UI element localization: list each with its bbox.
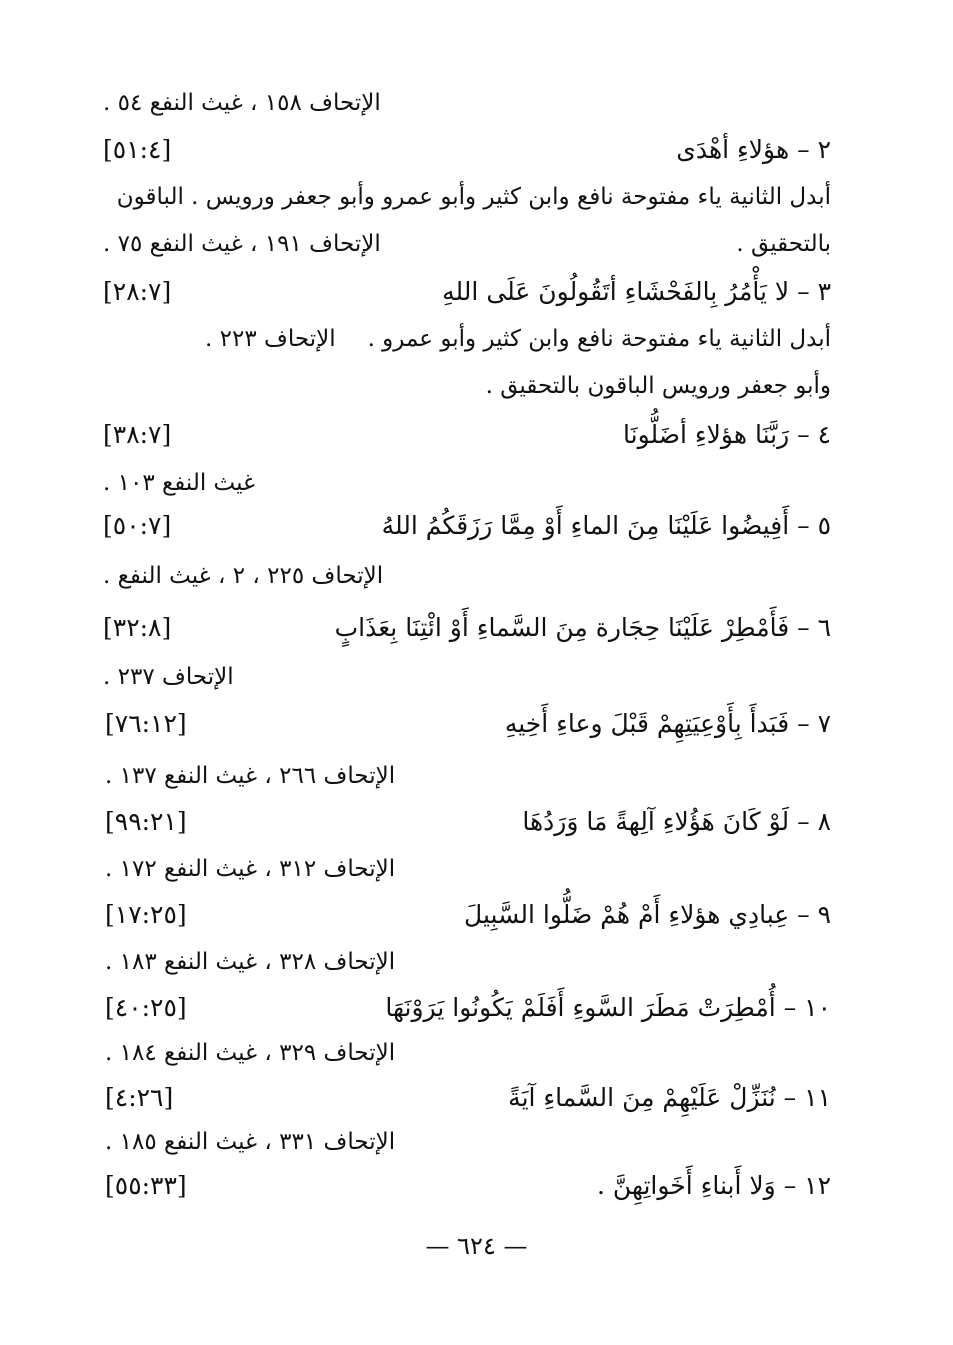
- verse-text: ١١ – نُنَزِّلْ عَلَيْهِمْ مِنَ السَّماءِ آيَةً: [508, 1083, 831, 1112]
- verse-text: ٨ – لَوْ كَانَ هَؤُلاءِ آلِهةً مَا وَرَدُهَا: [522, 807, 831, 836]
- verse-reference: [٤:٢٦]: [105, 1083, 174, 1112]
- text-line: [95, 755, 831, 797]
- text-line: [95, 176, 831, 218]
- text-line: [95, 941, 831, 983]
- verse-reference: [٣٨:٧]: [103, 420, 172, 449]
- verse-reference: [٢٨:٧]: [103, 277, 172, 306]
- verse-line: [95, 129, 831, 171]
- commentary-text: بالتحقيق .: [736, 231, 831, 257]
- verse-reference: [٩٩:٢١]: [105, 807, 187, 836]
- text-line: [95, 82, 831, 124]
- text-line: [95, 462, 831, 504]
- text-line: [95, 365, 831, 407]
- reference-note: الإتحاف ٣٣١ ، غيث النفع ١٨٥ .: [105, 1129, 396, 1155]
- reference-note: الإتحاف ٣١٢ ، غيث النفع ١٧٢ .: [105, 856, 396, 882]
- verse-text: ١٠ – أُمْطِرَتْ مَطَرَ السَّوءِ أَفَلَمْ يَكُونُوا يَرَوْنَهَا: [385, 993, 831, 1022]
- verse-text: ٤ – رَبَّنَا هؤلاءِ أضَلُّونَا: [623, 420, 831, 449]
- verse-line: [95, 607, 831, 649]
- verse-line: [95, 703, 831, 745]
- reference-note: الإتحاف ٢٦٦ ، غيث النفع ١٣٧ .: [105, 763, 396, 789]
- verse-line: [95, 271, 831, 313]
- text-line: [95, 555, 831, 597]
- verse-line: [95, 414, 831, 456]
- reference-note: الإتحاف ٣٢٨ ، غيث النفع ١٨٣ .: [105, 949, 396, 975]
- verse-reference: [٧٦:١٢]: [105, 709, 187, 738]
- verse-text: ٦ – فَأَمْطِرْ عَلَيْنَا حِجَارة مِنَ السَّماءِ أَوْ ائْتِنَا بِعَذَابٍ: [334, 613, 831, 642]
- verse-reference: [٥٠:٧]: [103, 511, 172, 540]
- verse-text: ٣ – لا يَأْمُرُ بِالفَحْشَاءِ أتَقُولُونَ عَلَى اللهِ: [442, 277, 831, 306]
- text-line: [95, 848, 831, 890]
- verse-reference: [٣٢:٨]: [103, 613, 172, 642]
- verse-line: [95, 505, 831, 547]
- commentary-text: وأبو جعفر ورويس الباقون بالتحقيق .: [485, 373, 831, 399]
- commentary-text: أبدل الثانية ياء مفتوحة نافع وابن كثير وأبو عمرو .: [367, 326, 831, 352]
- text-line: [95, 1032, 831, 1074]
- verse-text: ٧ – فَبَدأَ بِأَوْعِيَتِهِمْ قَبْلَ وعاءِ أَخِيهِ: [504, 709, 831, 738]
- verse-line: [95, 801, 831, 843]
- verse-line: [95, 894, 831, 936]
- verse-text: ٩ – عِبادِي هؤلاءِ أَمْ هُمْ ضَلُّوا السَّبِيلَ: [464, 900, 831, 929]
- verse-text: ٢ – هؤلاءِ أهْدَى: [676, 135, 831, 164]
- verse-line: [95, 1165, 831, 1207]
- text-line: [95, 223, 831, 265]
- reference-note: الإتحاف ٢٣٧ .: [103, 664, 234, 690]
- verse-reference: [٤٠:٢٥]: [105, 993, 187, 1022]
- commentary-text: أبدل الثانية ياء مفتوحة نافع وابن كثير وأبو عمرو وأبو جعفر ورويس . الباقون: [116, 184, 831, 210]
- reference-note: الإتحاف ١٥٨ ، غيث النفع ٥٤ .: [103, 90, 381, 116]
- text-line: [95, 318, 831, 360]
- reference-note: الإتحاف ٢٢٥ ، ٢ ، غيث النفع .: [103, 563, 384, 589]
- text-line: [95, 1121, 831, 1163]
- text-line: [95, 656, 831, 698]
- verse-line: [95, 987, 831, 1029]
- reference-note: غيث النفع ١٠٣ .: [103, 470, 256, 496]
- reference-note: الإتحاف ١٩١ ، غيث النفع ٧٥ .: [103, 231, 381, 257]
- reference-note: الإتحاف ٣٢٩ ، غيث النفع ١٨٤ .: [105, 1040, 396, 1066]
- reference-note: الإتحاف ٢٢٣ .: [205, 326, 336, 352]
- verse-line: [95, 1077, 831, 1119]
- verse-reference: [٥٥:٣٣]: [105, 1171, 187, 1200]
- verse-reference: [١٧:٢٥]: [105, 900, 187, 929]
- verse-reference: [٥١:٤]: [103, 135, 172, 164]
- page-number: — ٦٢٤ —: [425, 1232, 528, 1260]
- verse-text: ٥ – أَفِيضُوا عَلَيْنَا مِنَ الماءِ أَوْ مِمَّا رَزَقَكُمُ اللهُ: [381, 511, 831, 540]
- verse-text: ١٢ – وَلا أَبناءِ أَخَواتِهِنَّ .: [597, 1171, 831, 1200]
